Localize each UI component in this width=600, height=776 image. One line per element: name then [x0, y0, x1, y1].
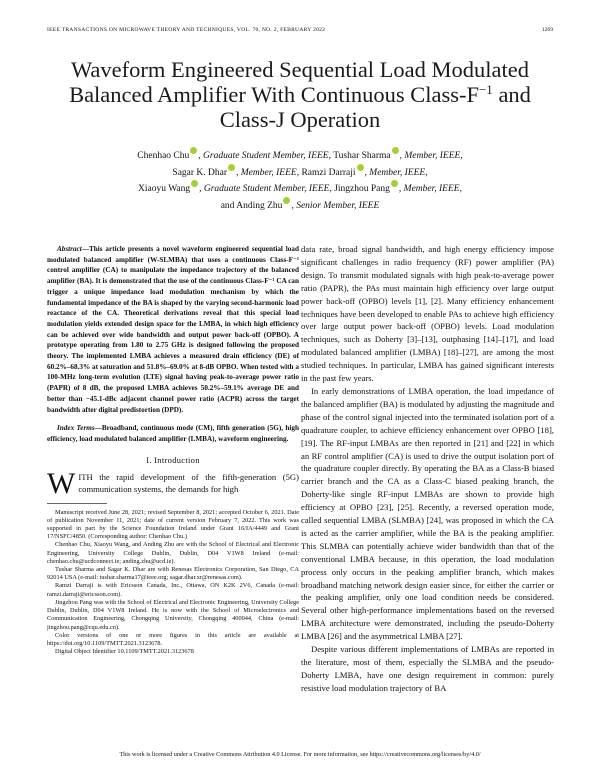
abstract-text: —This article presents a novel waveform engineered sequential load modulated balanced amplifier (W-SLMBA) that uses a continuous Class-F⁻¹ control amplifier (CA) to manipulate the impedance trajectory of the balanced amplifier (BA). It is demonstrated that the use of the continuous Class-F⁻¹ CA can trigger a unique impedance load modulation mechanism by which the fundamental impedance of the BA is shaped by the varying second-harmonic load reactance of the CA. Theoretical derivations reveal that this special load modulation yields extended design space for the LMBA, in which high efficiency can be achieved over wide bandwidth and output power back-off (OPBO). A prototype operating from 1.80 to 2.75 GHz is designed following the proposed theory. The implemented LMBA achieves a measured drain efficiency (DE) of 60.2%–68.3% at saturation and 51.8%–69.0% at 8-dB OPBO. When tested with a 100-MHz long-term evolution (LTE) signal having peak-to-average power ratio (PAPR) of 8 dB, the proposed LMBA achieves 50.2%–59.1% average DE and better than −45.1-dBc adjacent channel power ratio (ACPR) across the target bandwidth after digital predistortion (DPD). [47, 245, 299, 414]
author-name: Chenhao Chu [137, 151, 190, 161]
orcid-icon[interactable] [283, 197, 290, 204]
author-separator: , [364, 167, 370, 178]
author-membership: Member, IEEE [240, 167, 297, 178]
license-footer: This work is licensed under a Creative Commons Attribution 4.0 License. For more information, see https://creativecommons.org/licenses/by/4.0/ [119, 751, 481, 758]
footnote-divider [47, 503, 107, 504]
author-line-3 [60, 180, 540, 197]
intro-paragraph [47, 466, 299, 500]
author-separator: , [399, 151, 405, 161]
orcid-icon[interactable] [191, 180, 198, 187]
body-paragraph: data rate, broad signal bandwidth, and high energy efficiency impose significant challenges in radio frequency (RF) power amplifier (PA) design. To transmit modulated signals with high peak-to-average power ratio (PAPR), the PAs must maintain high efficiency over large output power back-off (OPBO) levels [1], [2]. Many efficiency enhancement techniques have been developed to enable PAs to achieve high efficiency over large output power back-off (OPBO) levels. Load modulation techniques, such as Doherty [3]–[13], outphasing [14]–[17], and load modulated balanced amplifier (LMBA) [18]–[27], are among the most studied techniques. In particular, LMBA has gained significant interests in the past few years. [301, 244, 554, 384]
intro-text: ITH the rapid development of the fifth-generation (5G) communication systems, the demands for high [78, 471, 299, 494]
title-superscript: −1 [478, 82, 493, 97]
footnote-affiliation: Jingzhou Pang was with the School of Electrical and Electronic Engineering, University College Dublin, Dublin, D04 V1W8 Ireland. He is now with the School of Microelectronics and Communication Engineering, Chongqing University, Chongqing 400044, China (e-mail: jingzhou.pang@cqu.edu.cn). [47, 598, 299, 631]
footnote-doi: Digital Object Identifier 10.1109/TMTT.2021.3123678 [55, 648, 194, 656]
abstract-label: Abstract [57, 245, 82, 253]
author-name: , Tushar Sharma [328, 151, 391, 161]
footnote-affiliation: Tushar Sharma and Sagar K. Dhar are with Renesas Electronics Corporation, San Diego, CA 92014 USA (e-mail: tushar.sharma17@ieee.org; sagar.dhar.xr@renesas.com). [47, 566, 299, 582]
author-membership: Member, IEEE [403, 184, 460, 194]
left-column [47, 244, 299, 656]
title-end: and Class-J Operation [219, 82, 531, 132]
author-separator: , [460, 151, 463, 161]
author-separator: , [425, 167, 428, 178]
body-paragraph: Despite various different implementations of LMBAs are reported in the literature, most of them, especially the SLMBA and the pseudo-Doherty LMBA, have one design requirement in common: purely resistive load modulation trajectory of BA [301, 644, 554, 693]
author-list [60, 147, 540, 213]
orcid-icon[interactable] [228, 164, 235, 171]
author-line-1 [60, 147, 540, 164]
author-line-2 [60, 164, 540, 181]
right-column [301, 243, 554, 695]
footnote-manuscript: Manuscript received June 28, 2021; revised September 8, 2021; accepted October 6, 2021. Date of publication November 11, 2021; date of current version February 7, 2022. This work was supported in part by the Science Foundation Ireland under Grant 16/IA/4449 and Grant 17/NSFC/4850. (Corresponding author: Chenhao Chu.) [47, 508, 299, 541]
index-terms-label: Index Terms [57, 424, 95, 433]
author-membership: Graduate Student Member, IEEE [203, 184, 330, 194]
author-name: , Jingzhou Pang [329, 184, 390, 194]
author-separator: , [459, 184, 462, 194]
running-header: IEEE TRANSACTIONS ON MICROWAVE THEORY AND TECHNIQUES, VOL. 70, NO. 2, FEBRUARY 2022 [47, 27, 326, 33]
index-terms-text: —Broadband, continuous mode (CM), fifth generation (5G), high efficiency, load modulated balanced amplifier (LMBA), waveform engineering. [47, 424, 299, 443]
index-terms [47, 423, 299, 444]
section-heading: I. Introduction [146, 454, 200, 465]
page-number: 1269 [541, 27, 553, 33]
author-separator: , [398, 184, 404, 194]
author-membership: Member, IEEE [404, 151, 461, 161]
author-separator: , [236, 167, 241, 178]
author-separator: , [291, 200, 297, 211]
orcid-icon[interactable] [357, 164, 364, 171]
paper-title [40, 57, 560, 132]
footnotes [47, 509, 299, 657]
author-membership: Senior Member, IEEE [296, 200, 380, 211]
author-membership: Member, IEEE [369, 167, 426, 178]
author-name: , Ramzi Darraji [296, 167, 356, 178]
orcid-icon[interactable] [392, 147, 399, 154]
orcid-icon[interactable] [190, 147, 197, 154]
drop-cap: W [47, 466, 76, 500]
abstract [47, 244, 299, 415]
footnote-affiliation: Chenhao Chu, Xiaoyu Wang, and Anding Zhu are with the School of Electrical and Electronic Engineering, University College Dublin, Dublin, D04 V1W8 Ireland (e-mail: chenhao.chu@ucdconnect.ie; anding.zhu@ucd.ie). [47, 541, 299, 565]
author-membership: Graduate Student Member, IEEE [203, 151, 329, 161]
orcid-icon[interactable] [391, 180, 398, 187]
body-paragraph: In early demonstrations of LMBA operation, the load impedance of the balanced amplifier (BA) is modulated by adjusting the magnitude and phase of the control signal injected into the terminated isolation port of a quadrature coupler, to achieve efficiency enhancement over OPBO [18], [19]. The RF-input LMBAs are then reported in [21] and [22] in which an RF control amplifier (CA) is used to drive the output isolation port of the quadrature coupler directly. By operating the BA as a Class-B biased carrier branch and the CA as a Class-C biased peaking branch, the Doherty-like single RF-input LMBAs are shown to provide high efficiency at OPBO [23], [25]. Recently, a reversed operation mode, called sequential LMBA (SLMBA) [24], was proposed in which the CA is acted as the carrier amplifier, while the BA is the peaking amplifier. This SLMBA can potentially achieve wider bandwidth than that of the conventional LMBA because, in this operation, the load modulation process only occurs in the peaking amplifier branch, which makes broadband matching network design easier since, for either the carrier or the peaking amplifier, only one load condition needs be considered. Several other high-performance implementations based on the reversed LMBA architecture were demonstrated, including the pseudo-Doherty LMBA [26] and the asymmetrical LMBA [27]. [301, 385, 554, 642]
author-line-4 [60, 197, 540, 214]
author-name: Xiaoyu Wang [138, 184, 191, 194]
author-name: and Anding Zhu [220, 200, 283, 211]
footnote-affiliation: Ramzi Darraji is with Ericsson Canada, Inc., Ottawa, ON K2K 2V6, Canada (e-mail: ramzi.darraji@ericsson.com). [47, 582, 299, 598]
author-name: Sagar K. Dhar [172, 167, 228, 178]
author-separator: , [199, 184, 204, 194]
author-separator: , [198, 151, 204, 161]
footnote-color: Color versions of one or more figures in this article are available at https://doi.org/10.1109/TMTT.2021.3123678. [47, 631, 299, 647]
title-main: Waveform Engineered Sequential Load Modulated Balanced Amplifier With Continuous Class-F [69, 57, 530, 107]
